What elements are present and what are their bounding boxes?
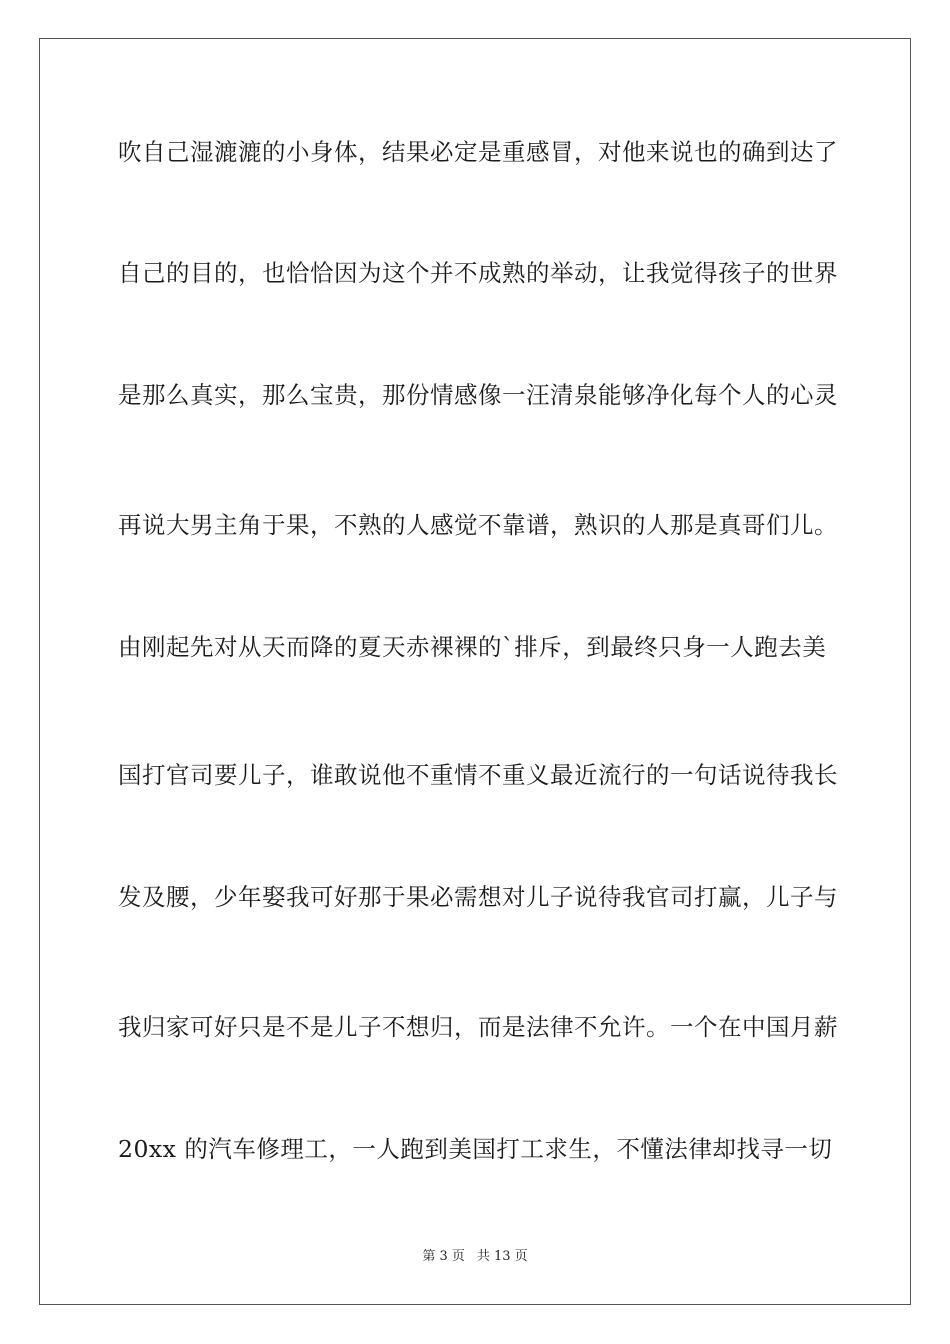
text-line: 20xx 的汽车修理工，一人跑到美国打工求生，不懂法律却找寻一切 — [118, 1135, 833, 1163]
page-footer — [0, 1249, 950, 1265]
text-line: 发及腰，少年娶我可好那于果必需想对儿子说待我官司打赢，儿子与 — [118, 883, 838, 911]
text-line: 由刚起先对从天而降的夏天赤裸裸的`排斥，到最终只身一人跑去美 — [118, 633, 827, 661]
text-line: 国打官司要儿子，谁敢说他不重情不重义最近流行的一句话说待我长 — [118, 761, 838, 789]
text-line: 我归家可好只是不是儿子不想归，而是法律不允许。一个在中国月薪 — [118, 1013, 838, 1041]
text-line: 是那么真实，那么宝贵，那份情感像一汪清泉能够净化每个人的心灵 — [118, 381, 838, 409]
page-total: 共 13 页 — [476, 1249, 528, 1264]
text-line: 再说大男主角于果，不熟的人感觉不靠谱，熟识的人那是真哥们儿。 — [118, 511, 838, 539]
page-border — [39, 38, 911, 1305]
text-line: 自己的目的，也恰恰因为这个并不成熟的举动，让我觉得孩子的世界 — [118, 259, 838, 287]
page-number: 第 3 页 — [422, 1249, 465, 1264]
text-line: 吹自己湿漉漉的小身体，结果必定是重感冒，对他来说也的确到达了 — [118, 138, 838, 166]
